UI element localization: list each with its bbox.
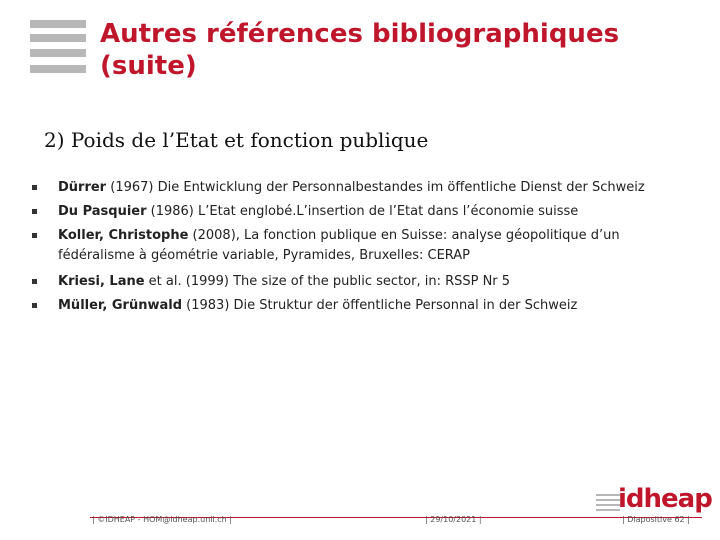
reference-author: Dürrer: [58, 180, 107, 195]
reference-item: [30, 178, 700, 198]
decoration-bar: [30, 49, 86, 57]
reference-text: (2008), La fonction publique en Suisse: analyse géopolitique d’un fédéralisme à géométrie variable, Pyramides, Bruxelles: CERAP: [58, 228, 620, 263]
slide-subtitle: 2) Poids de l’Etat et fonction publique: [44, 128, 429, 152]
footer-copyright: | ©IDHEAP - HOM@idheap.unil.ch |: [92, 515, 232, 524]
reference-author: Kriesi, Lane: [58, 274, 145, 289]
bullet-icon: [32, 279, 37, 284]
reference-author: Koller, Christophe: [58, 228, 189, 243]
reference-item: [30, 272, 700, 292]
slide-title: Autres références bibliographiques (suite): [100, 19, 620, 81]
idheap-logo: [596, 484, 712, 518]
reference-text: (1986) L’Etat englobé.L’insertion de l’Etat dans l’économie suisse: [146, 204, 579, 219]
decoration-bar: [30, 65, 86, 73]
reference-text: (1983) Die Struktur der öffentliche Personnal in der Schweiz: [182, 298, 578, 313]
reference-author: Du Pasquier: [58, 204, 147, 219]
reference-list: [30, 178, 700, 320]
reference-item: [30, 296, 700, 316]
footer-date: | 29/10/2021 |: [425, 515, 482, 524]
bullet-icon: [32, 209, 37, 214]
reference-item: [30, 202, 700, 222]
bullet-icon: [32, 233, 37, 238]
bullet-icon: [32, 303, 37, 308]
footer-slide-number: | Diapositive 62 |: [622, 515, 690, 524]
decoration-bar: [30, 34, 86, 42]
reference-text: et al. (1999) The size of the public sector, in: RSSP Nr 5: [144, 274, 511, 289]
bullet-icon: [32, 185, 37, 190]
reference-author: Müller, Grünwald: [58, 298, 183, 313]
decoration-bar: [30, 20, 86, 28]
logo-text: idheap: [618, 484, 712, 514]
reference-text: (1967) Die Entwicklung der Personnalbestandes im öffentliche Dienst der Schweiz: [106, 180, 645, 195]
reference-item: [30, 226, 700, 266]
logo-lines-icon: [596, 494, 620, 514]
